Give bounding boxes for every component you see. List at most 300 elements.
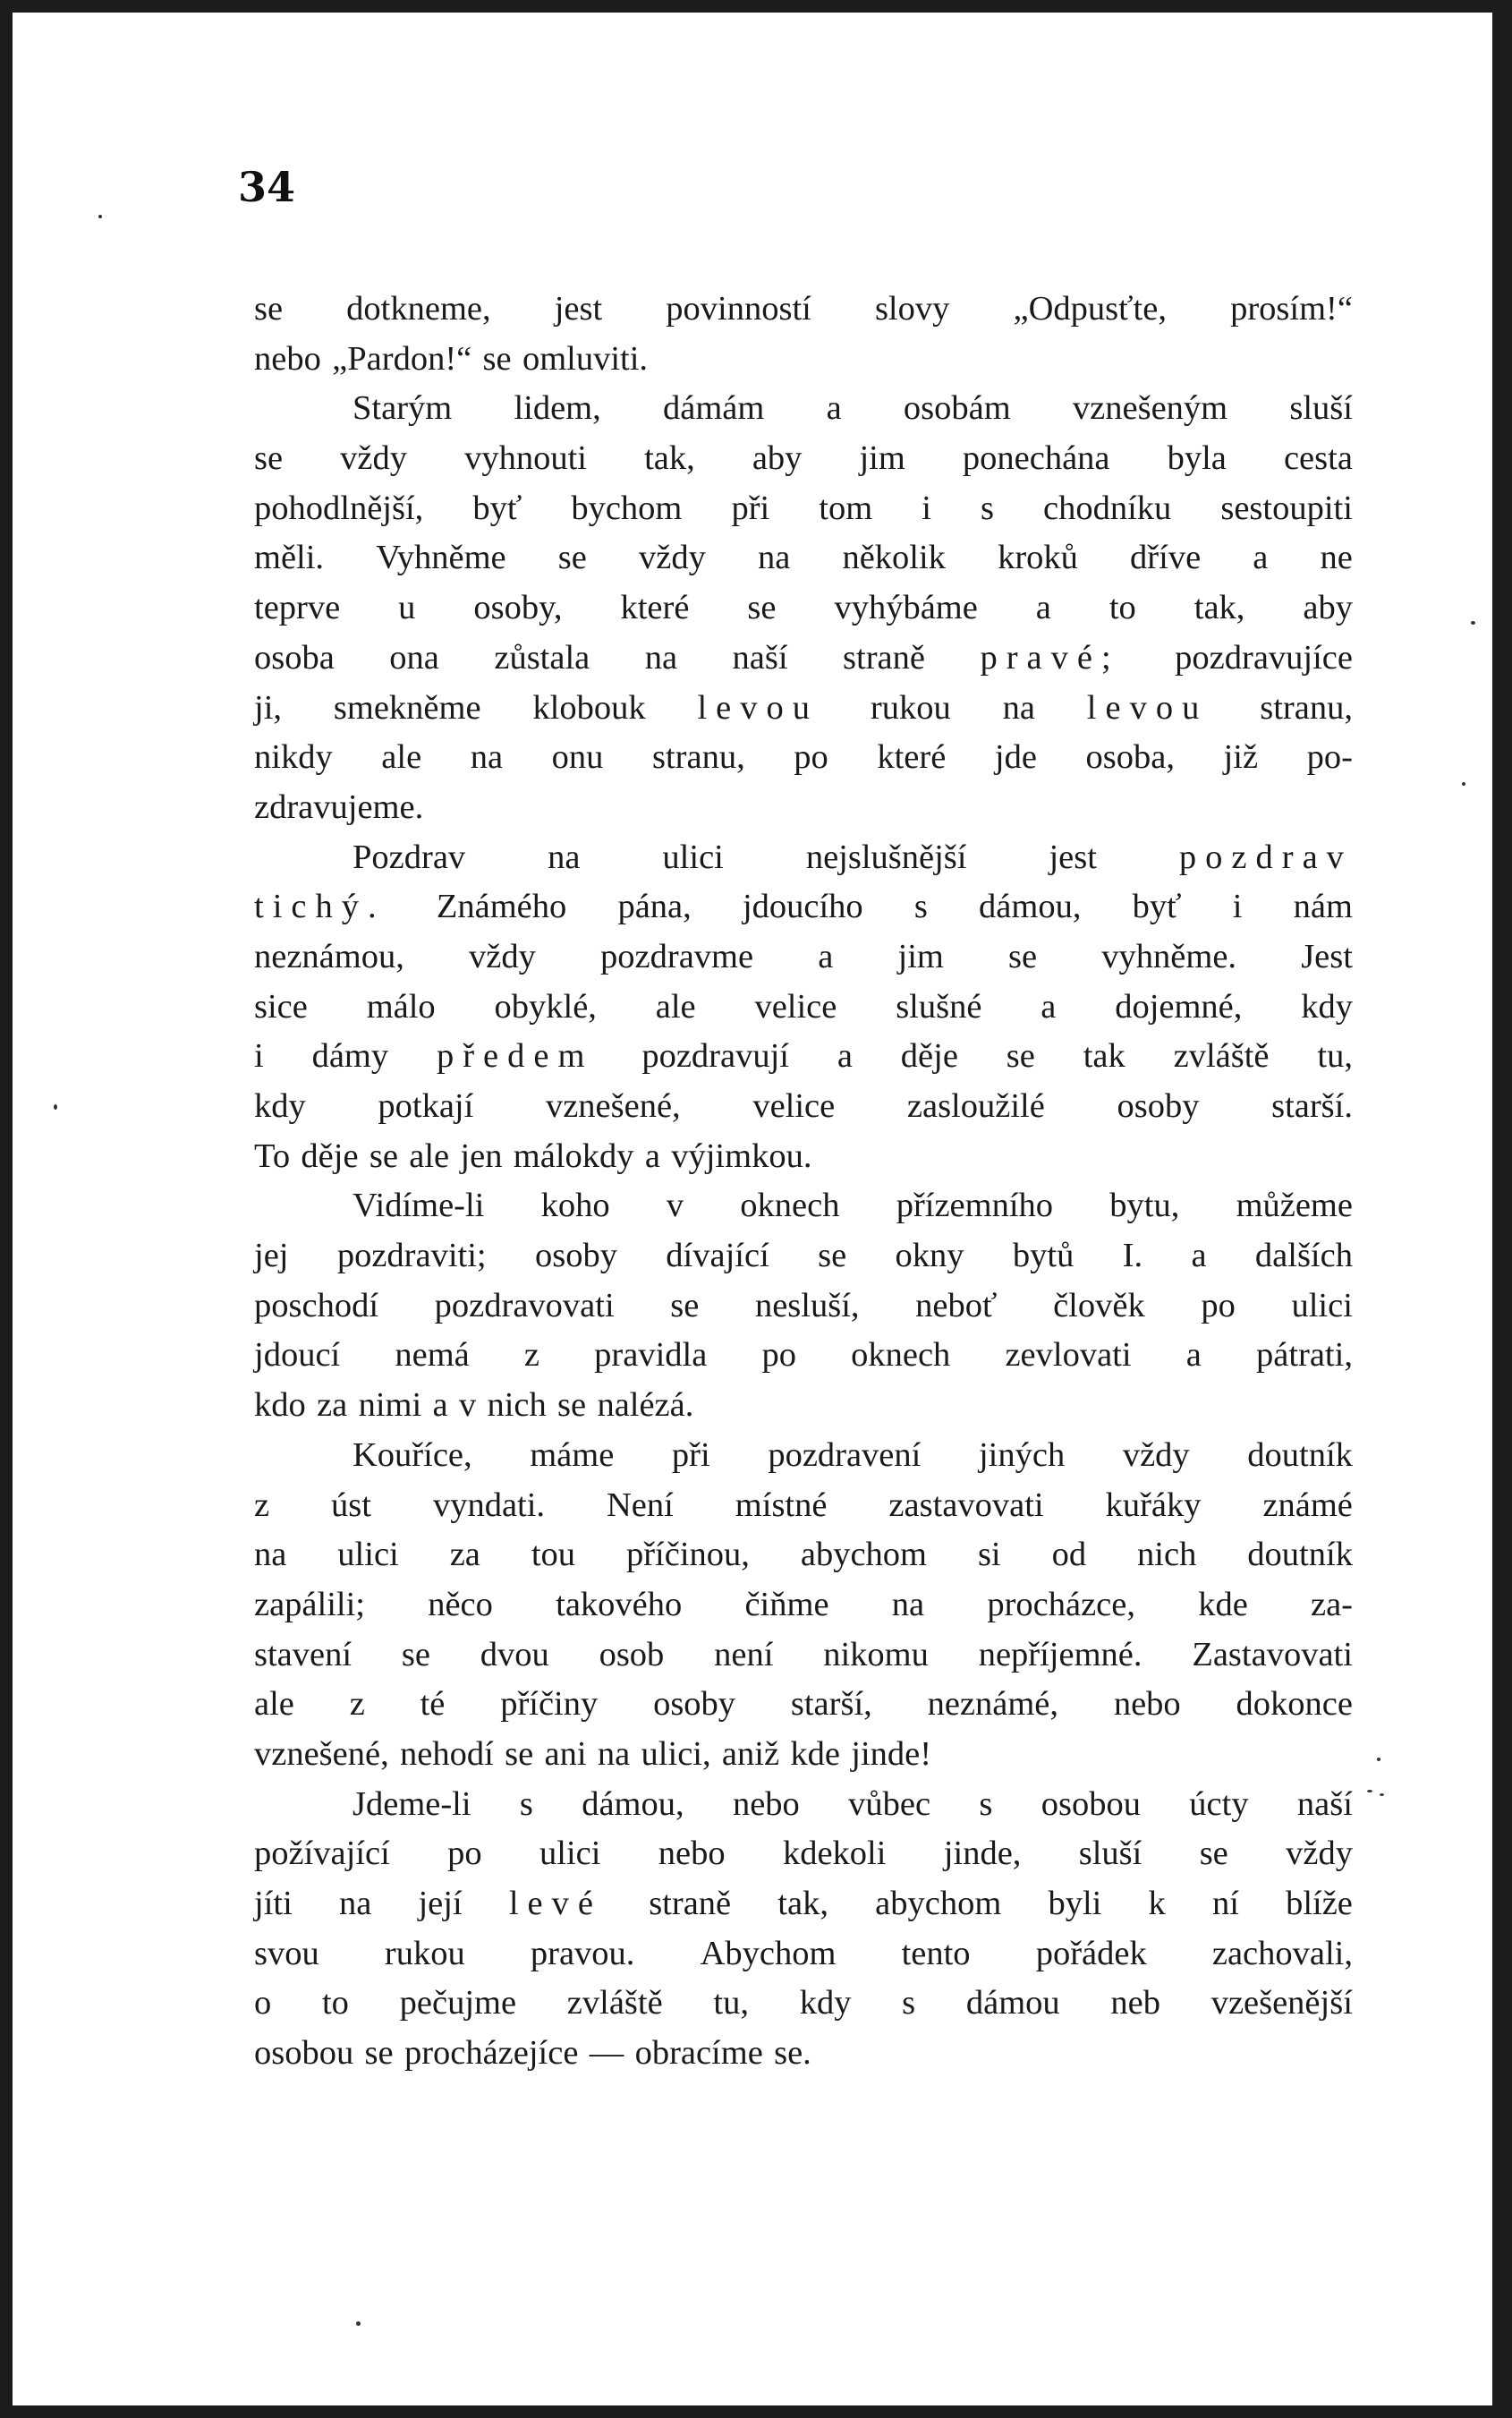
word: chodníku [1043,489,1172,527]
word: s [902,1984,916,2022]
text-line [254,484,1353,534]
word: za [449,1536,480,1574]
word: Není [607,1486,674,1524]
word: ale [254,1685,294,1724]
word: vznešené, [545,1087,681,1125]
word: onu [551,738,604,777]
word: nemá [395,1336,470,1375]
word: oknech [851,1336,951,1375]
word: osobou [1041,1784,1141,1823]
word: vzešenější [1210,1984,1353,2022]
word: se [818,1237,847,1275]
word: něco [428,1585,493,1623]
word: Vidíme-li [353,1187,485,1225]
word: tak, [777,1885,828,1922]
text-line [254,1082,1353,1132]
word: lidem, [514,389,601,428]
word: a [826,389,842,428]
word: tu, [1317,1037,1353,1076]
word: vyhýbáme [834,589,978,627]
word: bytu, [1109,1187,1180,1225]
text-line [254,1680,1353,1730]
word: dokonce [1236,1685,1353,1724]
word: nám [1293,888,1353,926]
word: dojemné, [1115,987,1243,1026]
word: na [597,1734,631,1773]
word: se [254,439,284,478]
word: ulici [337,1536,399,1574]
word: aniž [721,1734,780,1773]
word: slovy [874,290,950,328]
word: bytů [1012,1237,1075,1275]
word: straně [843,638,925,677]
text-line [254,1181,1353,1231]
word: ale [655,987,696,1026]
page-number: 34 [238,163,296,211]
text-line [254,1132,1353,1182]
word: za- [1311,1585,1353,1623]
word: abychom [800,1536,927,1574]
word: Jest [1301,937,1353,975]
word: máme [530,1435,615,1474]
word: na [644,638,678,677]
text-line [254,335,1353,385]
word: s [519,1784,533,1823]
word: kde [790,1734,840,1773]
word: nikdy [254,738,333,777]
word: jen [460,1137,503,1175]
word: výjimkou. [671,1137,812,1175]
word: Známého [436,888,567,926]
word: zvláště [566,1984,663,2022]
word: procházce, [987,1585,1135,1623]
word: nesluší, [754,1286,860,1324]
word: pozdrav [1178,838,1353,876]
text-line [254,1829,1353,1879]
word: pozdravujíce [1175,638,1353,677]
word: stavení [254,1635,353,1673]
word: jinde, [943,1835,1022,1873]
word: takového [556,1585,683,1623]
word: to [321,1984,349,2022]
word: osob [599,1635,665,1673]
word: ani [544,1734,587,1773]
word: osoby [534,1237,617,1275]
text-line [254,1032,1353,1082]
word: předem [436,1037,594,1076]
word: nikomu [823,1635,929,1673]
word: pořádek [1035,1934,1147,1972]
word: obyklé, [494,987,597,1026]
word: se [505,1734,534,1773]
word: zevlovati [1005,1336,1132,1375]
word: kdo [254,1386,306,1425]
word: u [398,589,416,627]
word: neboť [915,1286,998,1324]
word: tento [901,1934,971,1972]
word: od [1051,1536,1087,1574]
word: kdy [1301,987,1353,1026]
word: pravidla [594,1336,708,1375]
text-line [254,583,1353,634]
word: „Pardon!“ [332,339,472,378]
word: levou [697,688,820,727]
word: a [1185,1336,1202,1375]
word: nich [487,1386,547,1425]
word: neb [1110,1984,1160,2022]
word: dříve [1130,539,1202,577]
word: osoby, [473,589,563,627]
word: se [364,2034,394,2073]
word: Zastavovati [1192,1635,1353,1673]
word: dívající [666,1237,769,1275]
body-text [254,285,1353,2079]
word: osobám [903,389,1011,428]
word: na [338,1885,372,1922]
word: zasloužilé [906,1087,1045,1125]
word: svou [254,1934,319,1972]
word: není [714,1635,774,1673]
word: straně [649,1885,732,1922]
word: pozdravení [768,1435,922,1474]
word: tom [819,489,873,527]
word: poschodí [254,1286,379,1324]
word: pravé; [980,638,1120,677]
word: nejslušnější [805,838,967,876]
word: sluší [1078,1835,1142,1873]
word: starší. [1271,1087,1353,1125]
text-line [254,634,1353,684]
word: nebo [254,339,321,378]
word: koho [540,1187,610,1225]
word: vyhněme. [1101,937,1237,975]
word: „Odpusťte, [1013,290,1167,328]
word: několik [842,539,946,577]
word: sluší [1289,389,1353,428]
word: se [557,1386,587,1425]
text-line [254,833,1353,883]
word: byli [1048,1885,1102,1922]
word: stranu, [1260,688,1353,727]
word: starší, [790,1685,872,1724]
word: levou [1086,688,1209,727]
word: vždy [469,937,536,975]
text-line [254,434,1353,484]
word: z [349,1685,365,1724]
word: jdoucí [254,1336,341,1375]
word: na [1002,688,1035,727]
word: se. [774,2034,811,2073]
word: zdravujeme. [254,788,424,826]
word: naší [732,638,788,677]
word: nich [1137,1536,1197,1574]
text-line [254,983,1353,1033]
word: jde [994,738,1037,777]
word: a [1191,1237,1207,1275]
text-line [254,1431,1353,1481]
word: v [666,1187,684,1225]
word: nehodí [400,1734,494,1773]
word: tou [531,1536,576,1574]
word: pozdravují [641,1037,789,1076]
word: i [254,1037,264,1076]
word: i [1232,888,1243,926]
word: které [620,589,690,627]
word: a [644,1137,660,1175]
word: se [557,539,587,577]
text-line [254,1281,1353,1332]
word: nebo [658,1835,726,1873]
word: zachovali, [1211,1934,1353,1972]
text-line [254,1929,1353,1980]
word: nebo [1113,1685,1181,1724]
word: osoba, [1085,738,1175,777]
word: dámou, [582,1784,684,1823]
word: a [837,1037,853,1076]
word: okny [895,1237,964,1275]
word: jim [859,439,905,478]
word: dámám [663,389,765,428]
word: vznešené, [254,1734,389,1773]
word: sice [254,987,308,1026]
word: pečujme [399,1984,517,2022]
word: požívající [254,1835,390,1873]
word: tu, [713,1984,749,2022]
word: bychom [571,489,683,527]
text-line [254,1780,1353,1830]
word: a [1035,589,1051,627]
word: nepříjemné. [978,1635,1142,1673]
text-line [254,1730,1353,1780]
word: stranu, [651,738,745,777]
word: kdy [799,1984,852,2022]
word: jim [897,937,944,975]
word: slušné [896,987,982,1026]
book-page [13,13,1492,2405]
word: Kouříce, [353,1435,472,1474]
word: oknech [740,1187,840,1225]
word: jej [254,1237,289,1275]
word: po [1201,1286,1236,1324]
word: i [922,489,931,527]
word: ne [1320,539,1353,577]
word: pozdravme [600,937,754,975]
word: ulici, [641,1734,711,1773]
word: po [447,1835,482,1873]
word: doutník [1247,1435,1353,1474]
word: a [432,1386,448,1425]
word: málo [366,987,436,1026]
word: velice [754,987,837,1026]
word: s [913,888,928,926]
word: děje [301,1137,359,1175]
word: a [1253,539,1269,577]
word: nebo [732,1784,800,1823]
word: v [458,1386,477,1425]
word: neznámou, [254,937,404,975]
word: osobou [254,2034,354,2073]
word: ale [381,738,422,777]
word: úst [331,1486,371,1524]
word: čiňme [744,1585,829,1623]
word: pravou. [530,1934,635,1972]
word: tak, [1193,589,1245,627]
word: byla [1167,439,1227,478]
word: doutník [1247,1536,1353,1574]
word: na [548,838,581,876]
word: potkají [378,1087,474,1125]
word: po [794,738,828,777]
word: I. [1122,1237,1143,1275]
text-line [254,1879,1353,1929]
word: pátrati, [1255,1336,1353,1375]
word: — [589,2034,624,2073]
text-line [254,1231,1353,1281]
word: místné [735,1486,828,1524]
word: při [731,489,770,527]
word: se [254,290,284,328]
word: byť [472,489,522,527]
word: pohodlnější, [254,489,424,527]
word: dámou, [979,888,1082,926]
word: osoby [1117,1087,1200,1125]
text-line [254,1979,1353,2029]
word: zůstala [494,638,590,677]
text-line [254,932,1353,983]
word: o [254,1984,272,2022]
word: dotkneme, [346,290,491,328]
word: zapálili; [254,1585,365,1623]
word: Abychom [700,1934,837,1972]
word: z [523,1336,540,1375]
word: té [420,1685,446,1724]
word: kde [1198,1585,1248,1623]
word: tak, [644,439,695,478]
word: vznešeným [1072,389,1228,428]
word: obracíme [634,2034,763,2073]
word: levé [508,1885,603,1922]
text-line [254,533,1353,583]
word: její [418,1885,463,1922]
word: dámy [311,1037,389,1076]
text-line [254,783,1353,833]
word: vždy [1286,1835,1353,1873]
word: s [980,489,994,527]
word: při [671,1435,710,1474]
word: abychom [875,1885,1002,1922]
word: a [818,937,834,975]
word: kdy [254,1087,306,1125]
word: ní [1211,1885,1239,1922]
word: aby [1303,589,1353,627]
word: Jdeme-li [353,1784,471,1823]
word: jest [554,290,603,328]
word: si [977,1536,1001,1574]
word: již [1223,738,1259,777]
word: se [369,1137,398,1175]
word: ulici [1291,1286,1353,1324]
word: známé [1262,1486,1353,1524]
word: ponechána [962,439,1110,478]
word: To [254,1137,291,1175]
word: nalézá. [597,1386,694,1425]
word: smekněme [333,688,481,727]
word: člověk [1053,1286,1145,1324]
text-line [254,1381,1353,1431]
word: omluviti. [522,339,649,378]
word: na [891,1585,925,1623]
word: málokdy [513,1137,634,1175]
word: se [747,589,777,627]
word: na [757,539,791,577]
word: jest [1049,838,1097,876]
word: na [254,1536,287,1574]
word: zvláště [1173,1037,1270,1076]
word: to [1109,589,1136,627]
word: se [670,1286,700,1324]
word: na [470,738,504,777]
word: velice [752,1087,836,1125]
word: zastavovati [888,1486,1044,1524]
word: kroků [998,539,1078,577]
word: klobouk [532,688,646,727]
word: se [1006,1037,1035,1076]
word: pána, [617,888,692,926]
word: povinností [666,290,811,328]
text-line [254,882,1353,932]
word: neznámé, [927,1685,1059,1724]
word: za [317,1386,348,1425]
word: ji, [254,688,283,727]
word: jdoucího [742,888,863,926]
word: nimi [358,1386,422,1425]
word: po- [1306,738,1353,777]
text-line [254,1331,1353,1381]
word: se [1199,1835,1228,1873]
word: dámou [965,1984,1060,2022]
word: ona [389,638,439,677]
word: aby [752,439,803,478]
word: dalších [1254,1237,1353,1275]
word: děje [900,1037,958,1076]
word: osoba [254,638,335,677]
word: ulici [662,838,724,876]
text-line [254,285,1353,335]
word: Vyhněme [376,539,506,577]
word: vždy [638,539,706,577]
word: můžeme [1236,1187,1353,1225]
word: ale [409,1137,450,1175]
word: jiných [978,1435,1066,1474]
word: příčinou, [625,1536,750,1574]
word: Starým [353,389,453,428]
word: k [1148,1885,1166,1922]
word: po [761,1336,796,1375]
word: se [1008,937,1038,975]
word: s [979,1784,993,1823]
word: osoby [653,1685,736,1724]
word: přízemního [896,1187,1054,1225]
word: blíže [1286,1885,1353,1922]
text-line [254,1630,1353,1681]
word: úcty [1189,1784,1249,1823]
word: jíti [254,1885,293,1922]
word: tak [1083,1037,1126,1076]
word: cesta [1283,439,1353,478]
word: z [254,1486,270,1524]
text-line [254,684,1353,734]
text-line [254,2029,1353,2079]
